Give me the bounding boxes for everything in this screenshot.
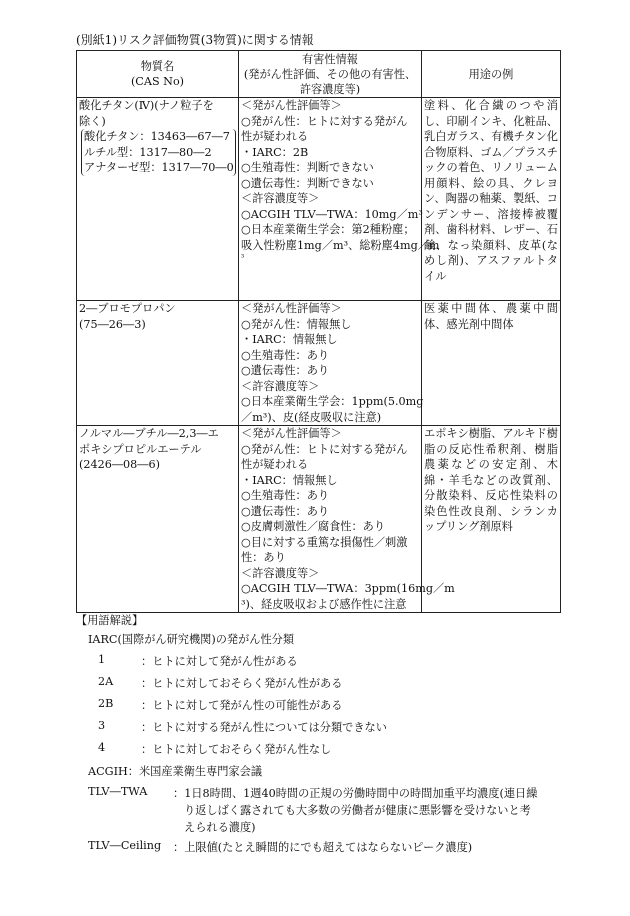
iarc-desc: ：ヒトに対する発がん性については分類できない — [141, 721, 387, 734]
cas-number-group: 酸化チタン：13463―67―7 ルチル型：1317―80―2 アナターゼ型：1317―70―0 — [81, 129, 236, 176]
uses-cell-2-bromopropane: 医薬中間体、農薬中間体、感光剤中間体 — [422, 301, 561, 426]
iarc-code: 2B — [98, 697, 114, 710]
substance-cell-butyl-glycidyl-ether: ノルマル―ブチル―2,3―エ ポキシプロピルエーテル (2426―08―6) — [77, 426, 239, 613]
substance-cell-2-bromopropane: 2―ブロモプロパン (75―26―3) — [77, 301, 239, 426]
iarc-code: 3 — [98, 719, 106, 732]
tlv-ceiling-term: TLV―Ceiling — [88, 839, 162, 852]
iarc-code: 4 — [98, 741, 106, 754]
iarc-code: 2A — [98, 675, 114, 688]
header-hazard: 有害性情報 (発がん性評価、その他の有害性、 許容濃度等) — [239, 51, 422, 98]
uses-cell-titanium-oxide: 塗料、化合繊のつや消し、印刷インキ、化粧品、乳白ガラス、有機チタン化合物原料、ゴム／プラスチックの着色、リノリューム用顔料、絵の具、クレヨン、陶器の釉薬、製紙、コンデンサー、溶接棒被覆剤、歯科材料、レザー、石鹸、なっ染顔料、皮革(なめし剤)、アスファルトタイル — [422, 98, 561, 301]
header-substance: 物質名 (CAS No) — [77, 51, 239, 98]
hazard-cell-2-bromopropane: ＜発がん性評価等＞ ○発がん性：情報無し ・IARC：情報無し ○生殖毒性：あり ○遺伝毒性：あり ＜許容濃度等＞ ○日本産業衛生学会：1ppm(5.0mg ／m³)、皮(経皮吸収に注意) — [239, 301, 422, 426]
tlv-twa-term: TLV―TWA — [88, 785, 148, 798]
table-row — [77, 98, 561, 301]
glossary-heading: 【用語解説】 — [76, 614, 144, 627]
table-header-row — [77, 51, 561, 98]
tlv-twa-definition: ：1日8時間、1週40時間の正規の労働時間中の時間加重平均濃度(連日繰 り返しばく露されても大多数の労働者が健康に悪影響を受けないと考 えられる濃度) — [173, 787, 538, 834]
hazard-cell-titanium-oxide: ＜発がん性評価等＞ ○発がん性：ヒトに対する発がん 性が疑われる ・IARC：2B ○生殖毒性：判断できない ○遺伝毒性：判断できない ＜許容濃度等＞ ○ACGIH TLV―TWA：10mg／m³ ○日本産業衛生学会：第2種粉塵； 吸入性粉塵1mg／m³、総粉塵4mg／m ³ — [239, 98, 422, 301]
iarc-desc: ：ヒトに対しておそらく発がん性なし — [141, 743, 332, 756]
substance-cell-titanium-oxide: 酸化チタン(Ⅳ)(ナノ粒子を 除く) 酸化チタン：13463―67―7 ルチル型：1317―80―2 アナターゼ型：1317―70―0 — [77, 98, 239, 301]
iarc-desc: ：ヒトに対しておそらく発がん性がある — [141, 677, 343, 690]
iarc-classification-title: IARC(国際がん研究機関)の発がん性分類 — [88, 633, 295, 646]
iarc-code: 1 — [98, 653, 106, 666]
iarc-desc: ：ヒトに対して発がん性がある — [141, 655, 298, 668]
risk-substance-table — [76, 50, 561, 613]
header-uses: 用途の例 — [422, 51, 561, 98]
hazard-cell-butyl-glycidyl-ether: ＜発がん性評価等＞ ○発がん性：ヒトに対する発がん 性が疑われる ・IARC：情報無し ○生殖毒性：あり ○遺伝毒性：あり ○皮膚刺激性／腐食性：あり ○目に対する重篤な損傷性／刺激 性：あり ＜許容濃度等＞ ○ACGIH TLV―TWA：3ppm(16mg／m ³)、経皮吸収および感作性に注意 — [239, 426, 422, 613]
acgih-definition: ACGIH：米国産業衛生専門家会議 — [88, 765, 263, 778]
table-row — [77, 426, 561, 613]
table-row — [77, 301, 561, 426]
document-title: (別紙1)リスク評価物質(3物質)に関する情報 — [76, 33, 314, 47]
uses-cell-butyl-glycidyl-ether: エポキシ樹脂、アルキド樹脂の反応性希釈剤、樹脂農薬などの安定剤、木綿・羊毛などの改質剤、分散染料、反応性染料の染色性改良剤、シランカップリング剤原料 — [422, 426, 561, 613]
iarc-desc: ：ヒトに対して発がん性の可能性がある — [141, 699, 343, 712]
tlv-ceiling-definition: ：上限値(たとえ瞬間的にでも超えてはならないピーク濃度) — [173, 841, 473, 854]
